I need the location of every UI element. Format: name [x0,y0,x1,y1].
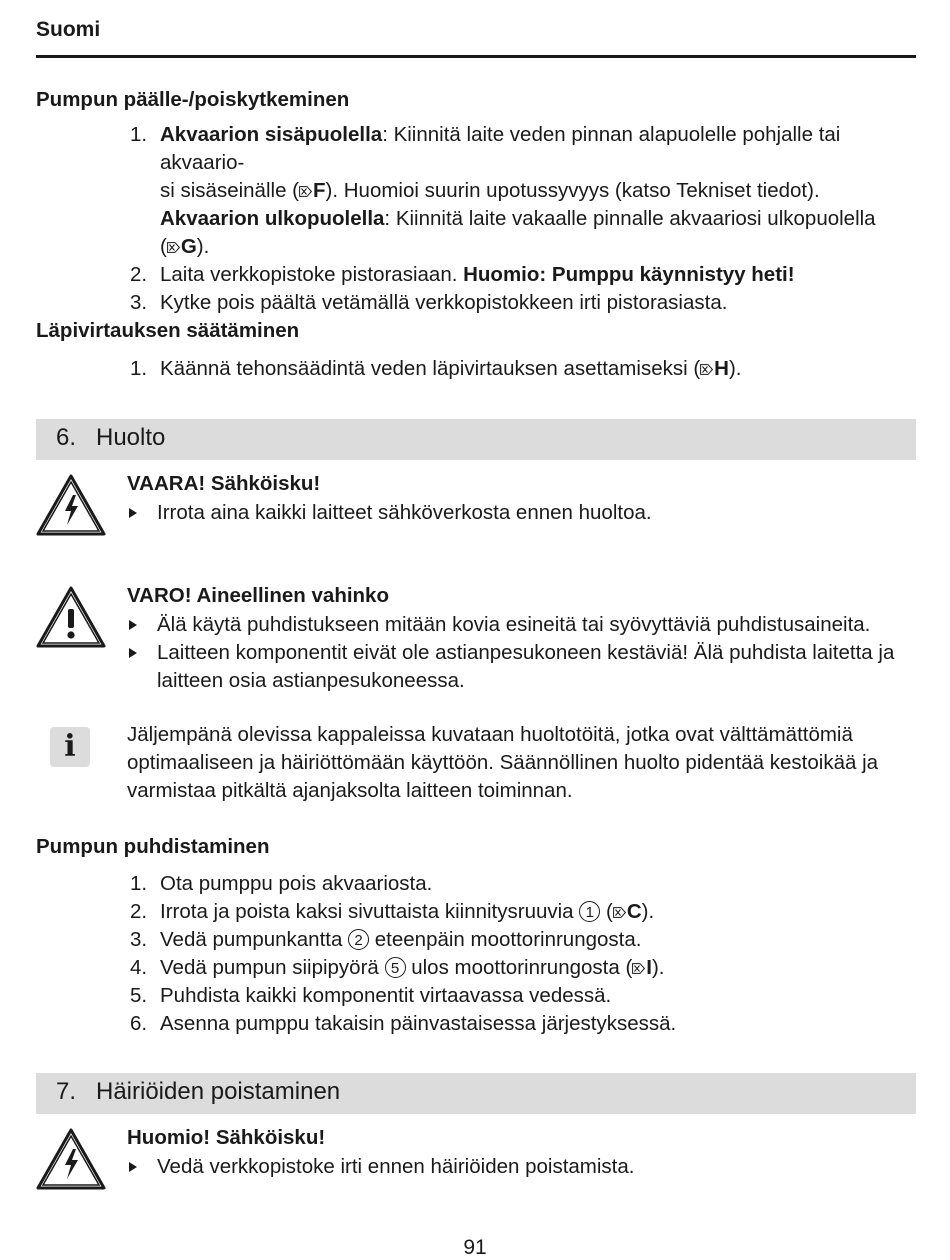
bullet-text: Laitteen komponentit eivät ole astianpesukoneen kestäviä! Älä puhdista laitetta ja [157,641,895,664]
step-number: 1. [130,872,148,895]
section-6-bar [36,419,916,460]
header-rule [36,55,916,58]
danger-list [127,499,917,527]
notice-title: Huomio! Sähköisku! [127,1126,326,1149]
figure-reference-icon [700,364,713,375]
step-number: 5. [130,984,148,1007]
step-text-end: eteenpäin moottorinrungosta. [369,928,642,951]
step-text-end: ). [641,900,655,923]
figure-ref-letter: C [626,900,642,923]
section-title: Häiriöiden poistaminen [96,1078,341,1105]
step-number: 1. [130,357,148,380]
caution-title: VARO! Aineellinen vahinko [127,584,389,607]
part-number-circle: 2 [348,929,369,950]
figure-ref-letter: H [714,357,729,380]
list-item [130,954,930,982]
step-text: ulos moottorinrungosta ( [405,956,633,979]
electric-hazard-icon [35,473,107,537]
list-item [130,355,930,383]
heading-on-off: Pumpun päälle-/poiskytkeminen [36,88,350,111]
list-item [130,261,930,289]
figure-ref-letter: I [646,956,652,979]
list-item [130,982,930,1010]
warning-icon [35,585,107,649]
section-7-bar [36,1073,916,1114]
step-text: Vedä pumpun siipipyörä [160,956,385,979]
step-number: 1. [130,123,148,146]
section-number: 6. [56,424,77,451]
step-text: Akvaarion sisäpuolella: Kiinnitä laite veden pinnan alapuolelle pohjalle tai akvaario- si sisäseinälle ( F). Huomioi suurin upotussyvyys (katso Tekniset tiedot). Akvaarion ulkopuolella: Kiinnitä laite vakaalle pinnalle akvaariosi ulkopuolella ( G). [160,123,876,258]
bullet-icon [129,648,137,658]
step-text-end: ). [728,357,742,380]
info-line: varmistaa pitkältä ajanjaksolta laitteen toiminnan. [127,779,573,802]
bullet-text: Vedä verkkopistoke irti ennen häiriöiden poistamista. [157,1155,635,1178]
bullet-icon [129,508,137,518]
list-item [127,611,917,639]
page-number: 91 [463,1236,487,1259]
step-number: 2. [130,263,148,286]
figure-reference-icon [167,242,180,253]
step-text: ( [600,900,613,923]
info-line: optimaaliseen ja häiriöttömään käyttöön. Säännöllinen huolto pidentää kestoikää ja [127,751,879,774]
list-item [130,870,930,898]
info-icon: i [50,727,90,767]
section-number: 7. [56,1078,77,1105]
step-number: 3. [130,928,148,951]
bullet-text: Älä käytä puhdistukseen mitään kovia esineitä tai syövyttäviä puhdistusaineita. [157,613,871,636]
bullet-icon [129,1162,137,1172]
step-emphasis: Huomio: Pumppu käynnistyy heti! [463,263,795,286]
caution-list [127,611,917,695]
bullet-icon [129,620,137,630]
step-number: 4. [130,956,148,979]
step-text: Vedä pumpunkantta [160,928,349,951]
section-title: Huolto [96,424,166,451]
notice-list [127,1153,917,1181]
part-number-circle: 1 [579,901,600,922]
figure-reference-icon [632,963,645,974]
cleaning-steps [130,870,930,1038]
figure-reference-icon [613,907,626,918]
list-item [130,121,930,261]
list-item [127,639,917,695]
bullet-text-cont: laitteen osia astianpesukoneessa. [157,669,465,692]
danger-title: VAARA! Sähköisku! [127,472,321,495]
step-number: 3. [130,291,148,314]
language-header: Suomi [36,18,101,41]
info-paragraph [127,721,917,805]
step-number: 6. [130,1012,148,1035]
list-item [130,289,930,317]
flow-steps [130,355,930,383]
electric-hazard-icon [35,1127,107,1191]
heading-flow: Läpivirtauksen säätäminen [36,319,300,342]
list-item [130,926,930,954]
figure-reference-icon [299,186,312,197]
step-text: Puhdista kaikki komponentit virtaavassa vedessä. [160,984,612,1007]
step-text: Kytke pois päältä vetämällä verkkopistokkeen irti pistorasiasta. [160,291,728,314]
step-number: 2. [130,900,148,923]
step-text-end: ). [651,956,665,979]
step-text: Käännä tehonsäädintä veden läpivirtauksen asettamiseksi ( [160,357,701,380]
part-number-circle: 5 [385,957,406,978]
list-item [127,499,917,527]
bullet-text: Irrota aina kaikki laitteet sähköverkosta ennen huoltoa. [157,501,652,524]
step-text: Ota pumppu pois akvaariosta. [160,872,433,895]
list-item [130,1010,930,1038]
list-item [127,1153,917,1181]
list-item [130,898,930,926]
on-off-steps [130,121,930,317]
info-line: Jäljempänä olevissa kappaleissa kuvataan huoltotöitä, jotka ovat välttämättömiä [127,723,853,746]
step-text: Irrota ja poista kaksi sivuttaista kiinnitysruuvia [160,900,580,923]
step-text: Asenna pumppu takaisin päinvastaisessa järjestyksessä. [160,1012,677,1035]
heading-cleaning: Pumpun puhdistaminen [36,835,270,858]
step-text: Laita verkkopistoke pistorasiaan. [160,263,464,286]
